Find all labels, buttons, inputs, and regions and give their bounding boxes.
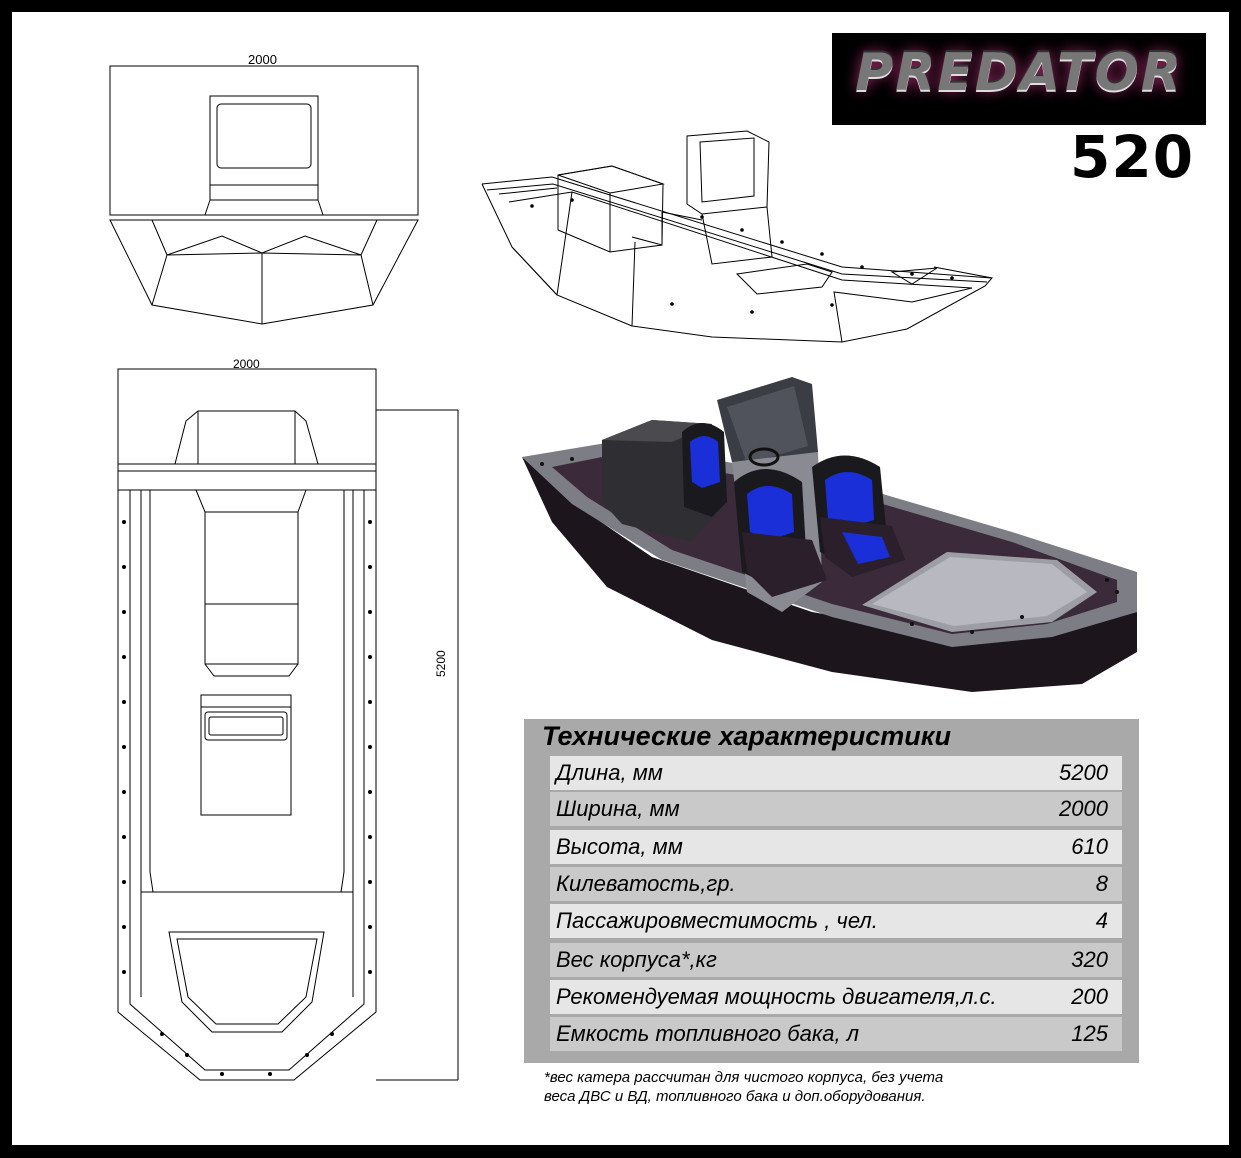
spec-row [550,980,1122,1014]
spec-value: 4 [1095,908,1108,933]
footnote-line-1: *вес катера рассчитан для чистого корпуса, без учета [544,1069,944,1086]
weight-footnote [544,1068,943,1106]
spec-label: Длина, мм [556,760,663,785]
model-number: 520 [1070,123,1195,191]
front-width-dimension: 2000 [248,52,277,67]
brand-logo [832,33,1206,125]
spec-row [550,867,1122,901]
plan-view-drawing [118,369,458,1080]
rivet-dots [122,520,372,1076]
spec-value: 200 [1071,984,1108,1009]
spec-row [550,1017,1122,1051]
spec-label: Рекомендуемая мощность двигателя,л.с. [556,984,997,1009]
spec-label: Емкость топливного бака, л [556,1021,860,1046]
spec-label: Ширина, мм [556,796,680,821]
specs-title: Технические характеристики [542,721,951,751]
spec-value: 5200 [1059,760,1108,785]
brand-name: PREDATOR [855,43,1183,103]
spec-row [550,756,1122,790]
spec-label: Килеватость,гр. [556,871,736,896]
spec-row [550,943,1122,977]
spec-label: Пассажировместимость , чел. [556,908,878,933]
isometric-wireframe [482,131,992,342]
spec-value: 125 [1071,1021,1108,1046]
spec-value: 2000 [1059,796,1108,821]
spec-row [550,830,1122,864]
spec-sheet [12,12,1229,1145]
footnote-line-2: веса ДВС и ВД, топливного бака и доп.оборудования. [544,1088,926,1105]
plan-length-dimension: 5200 [434,650,448,677]
spec-row [550,904,1122,938]
plan-width-dimension: 2000 [233,357,260,371]
spec-label: Высота, мм [556,834,683,859]
spec-row [550,792,1122,826]
spec-value: 610 [1071,834,1108,859]
spec-value: 320 [1071,947,1108,972]
spec-value: 8 [1095,871,1108,896]
rendered-boat [522,377,1137,692]
front-view-drawing [110,66,418,324]
spec-label: Вес корпуса*,кг [556,947,717,972]
specs-table [524,719,1139,1063]
